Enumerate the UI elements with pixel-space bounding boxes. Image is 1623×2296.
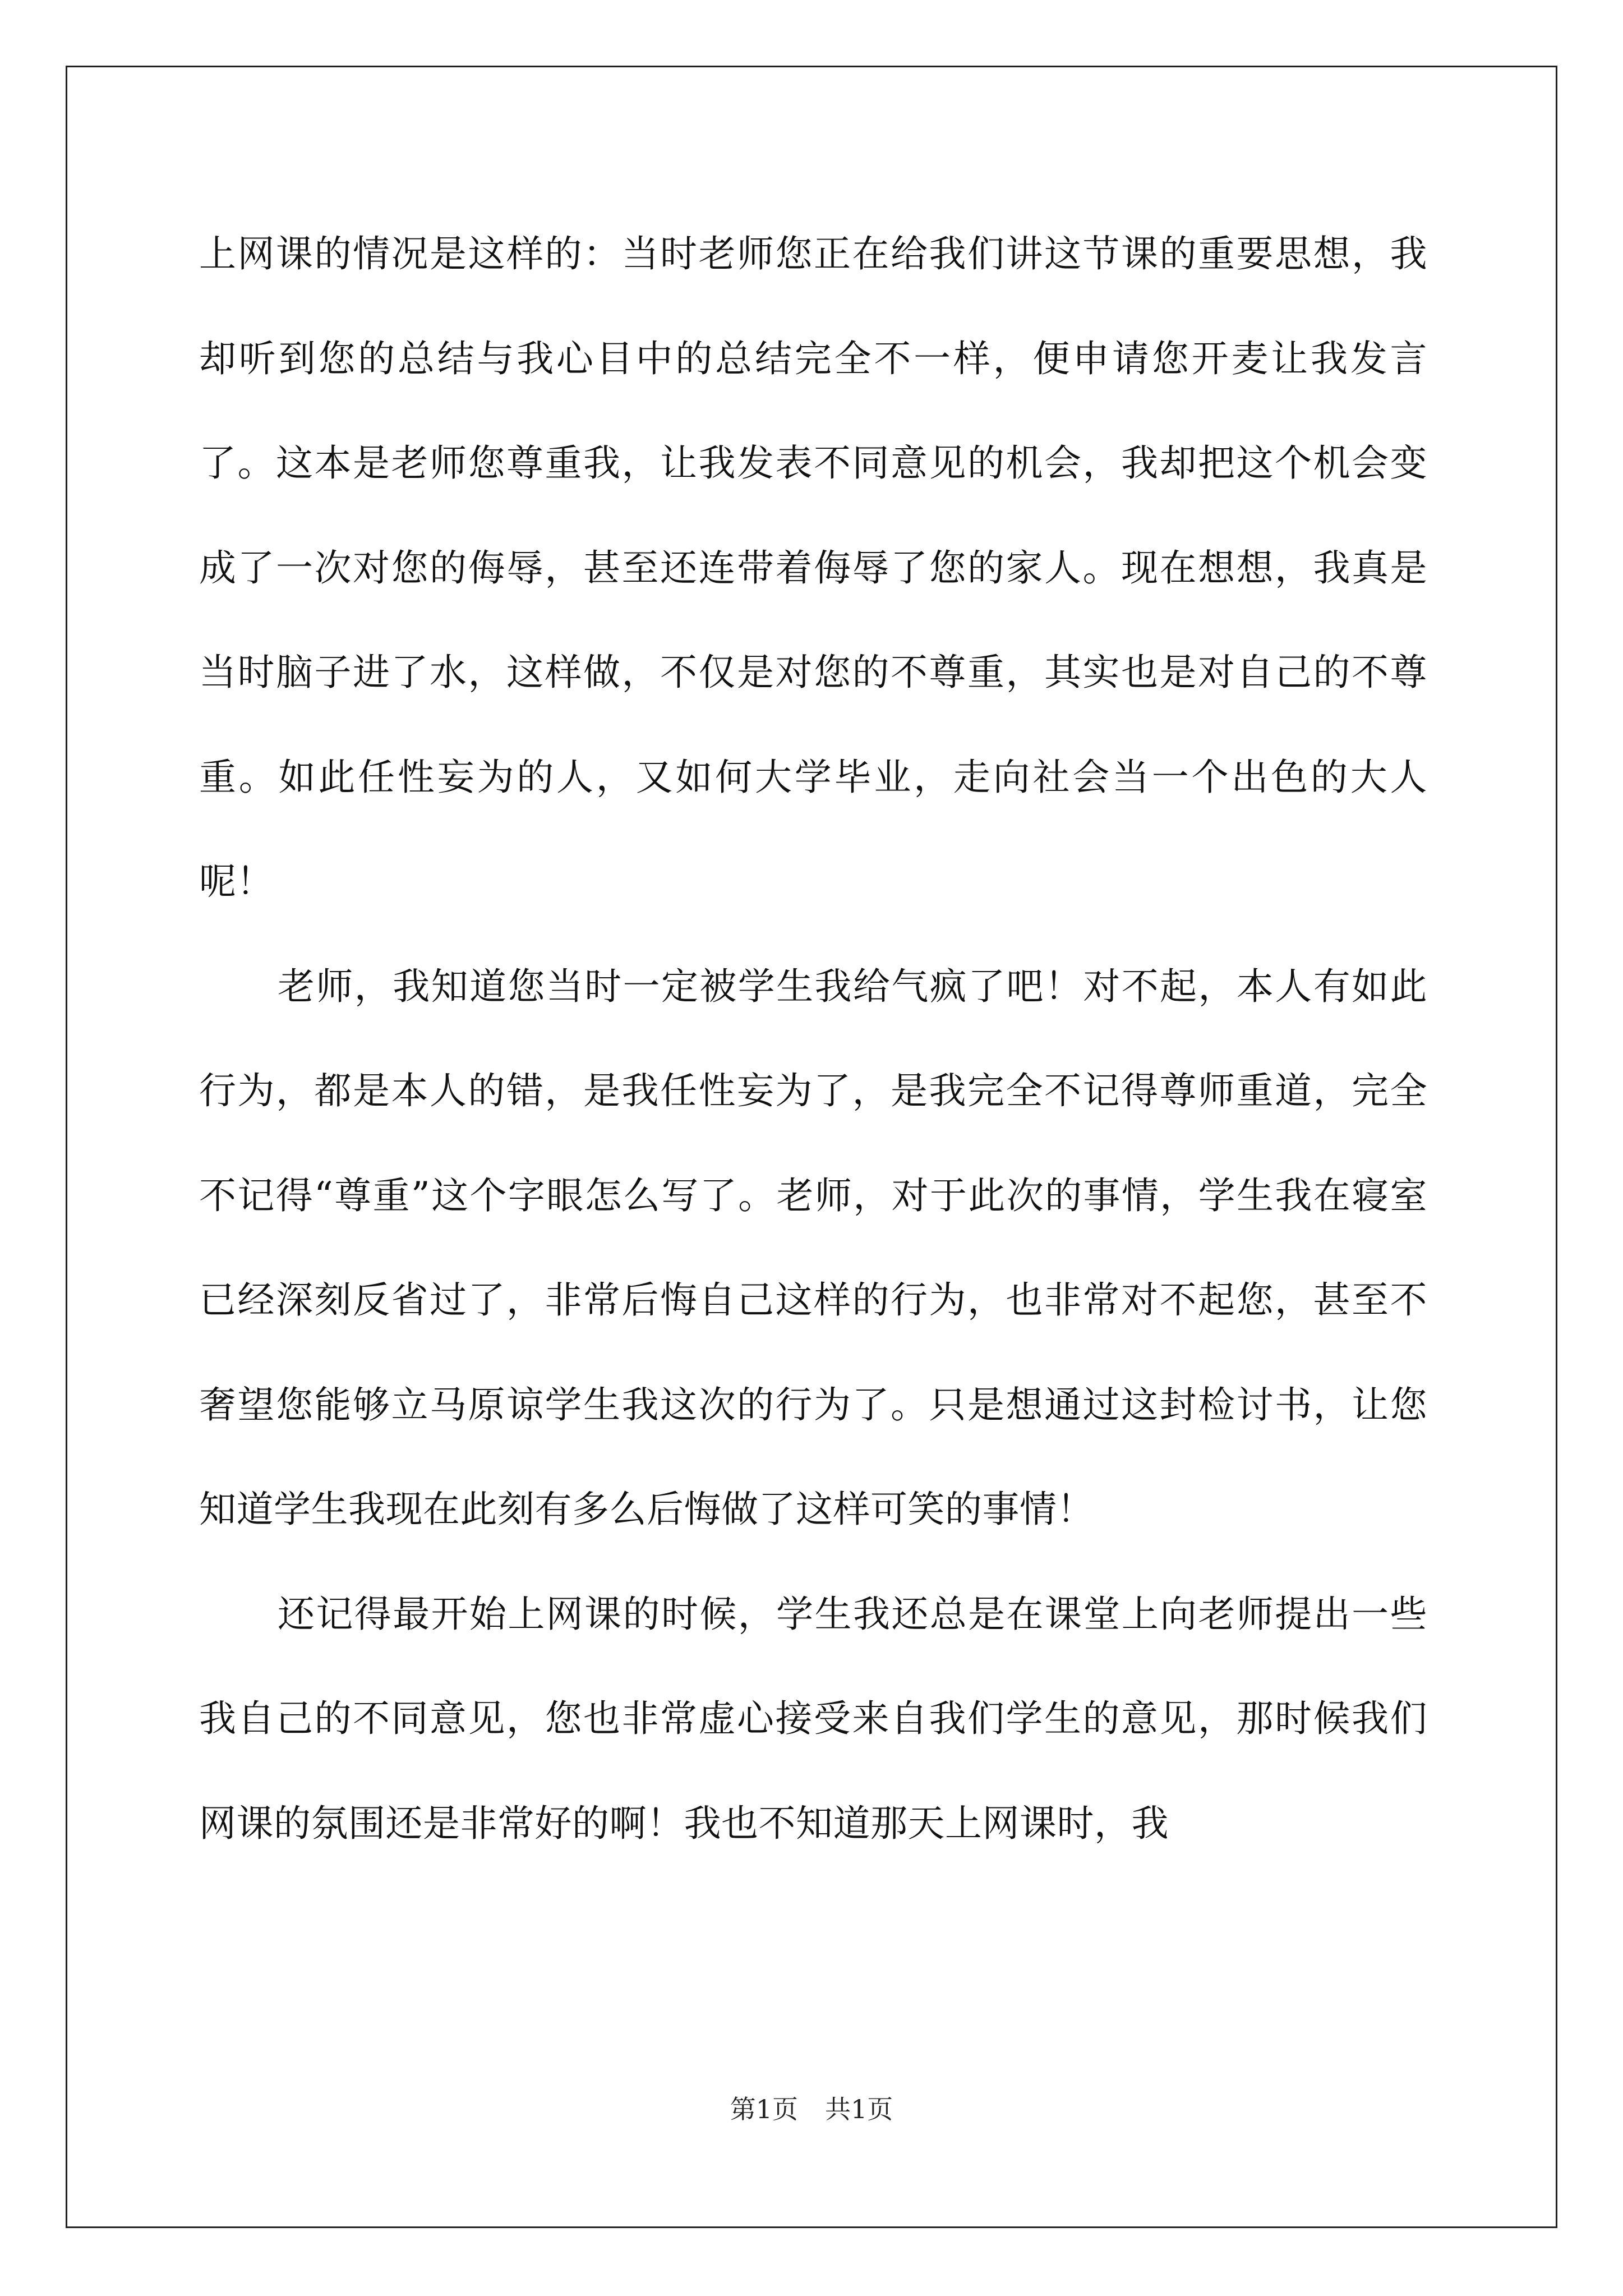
page-number: 第1页: [730, 2094, 798, 2124]
paragraph-2: 老师，我知道您当时一定被学生我给气疯了吧！对不起，本人有如此行为，都是本人的错，是我任性妄为了，是我完全不记得尊师重道，完全不记得“尊重”这个字眼怎么写了。老师，对于此次的事情，学生我在寝室已经深刻反省过了，非常后悔自己这样的行为，也非常对不起您，甚至不奢望您能够立马原谅学生我这次的行为了。只是想通过这封检讨书，让您知道学生我现在此刻有多么后悔做了这样可笑的事情！: [199, 964, 1427, 1531]
page-total: 共1页: [825, 2094, 893, 2124]
page-footer: [0, 2092, 1623, 2126]
paragraph-3: 还记得最开始上网课的时候，学生我还总是在课堂上向老师提出一些我自己的不同意见，您也非常虚心接受来自我们学生的意见，那时候我们网课的氛围还是非常好的啊！我也不知道那天上网课时，我: [199, 1592, 1427, 1845]
document-body: [199, 202, 1427, 1876]
paragraph-1: 上网课的情况是这样的：当时老师您正在给我们讲这节课的重要思想，我却听到您的总结与我心目中的总结完全不一样，便申请您开麦让我发言了。这本是老师您尊重我，让我发表不同意见的机会，我却把这个机会变成了一次对您的侮辱，甚至还连带着侮辱了您的家人。现在想想，我真是当时脑子进了水，这样做，不仅是对您的不尊重，其实也是对自己的不尊重。如此任性妄为的人，又如何大学毕业，走向社会当一个出色的大人呢！: [199, 232, 1427, 903]
